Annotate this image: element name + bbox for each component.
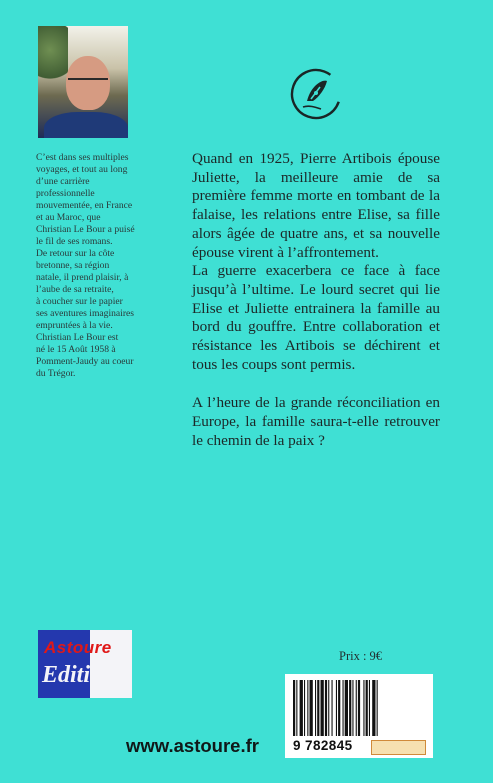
isbn-blank-field [371, 740, 426, 755]
bio-line: mouvementée, en France [36, 200, 133, 211]
publisher-logo [38, 630, 132, 698]
synopsis-paragraph: La guerre exacerbera ce face à face jusqu’à l’ultime. Le lourd secret qui lie Elise et Juliette entrainera la famille au bord du gouffre. Entre collaboration et résistance les Artibois se déchirent et tous les coups sont permis. [192, 262, 440, 373]
author-shirt [44, 112, 128, 138]
synopsis-paragraph: Quand en 1925, Pierre Artibois épouse Juliette, la meilleure amie de sa première femme morte en tombant de la falaise, les relations entre Elise, sa fille alors âgée de quatre ans, et sa nouvelle épouse virent à l’affrontement. [192, 150, 440, 261]
bio-line: le fil de ses romans. [36, 236, 113, 247]
synopsis-paragraph: A l’heure de la grande réconciliation en Europe, la famille saura-t-elle retrouver le chemin de la paix ? [192, 394, 440, 449]
price-label: Prix : 9€ [339, 649, 383, 663]
bio-line: d’une carrière [36, 176, 90, 187]
bio-line: C’est dans ses multiples [36, 152, 129, 163]
bio-line: Pomment-Jaudy au coeur [36, 356, 134, 367]
publisher-subtitle: Editi [42, 662, 91, 688]
book-synopsis [192, 150, 440, 451]
bio-line: et au Maroc, que [36, 212, 101, 223]
background-plant [38, 26, 68, 86]
author-bio [36, 152, 148, 380]
bio-line: Christian Le Bour est [36, 332, 119, 343]
bio-line: Christian Le Bour a puisé [36, 224, 135, 235]
publisher-website: www.astoure.fr [126, 735, 259, 756]
barcode [285, 674, 433, 758]
author-photo [38, 26, 128, 138]
barcode-bars [285, 674, 433, 738]
bio-line: ses aventures imaginaires [36, 308, 135, 319]
bio-line: né le 15 Août 1958 à [36, 344, 116, 355]
bio-line: empruntées à la vie. [36, 320, 113, 331]
bio-line: l’aube de sa retraite, [36, 284, 114, 295]
bio-line: à coucher sur le papier [36, 296, 123, 307]
bio-line: professionnelle [36, 188, 95, 199]
pen-nib-logo-icon [289, 67, 343, 121]
author-glasses [68, 78, 108, 88]
bio-line: bretonne, sa région [36, 260, 110, 271]
bio-line: voyages, et tout au long [36, 164, 128, 175]
publisher-name: Astoure [44, 638, 112, 657]
bio-line: natale, il prend plaisir, à [36, 272, 129, 283]
bio-line: De retour sur la côte [36, 248, 115, 259]
bio-line: du Trégor. [36, 368, 76, 379]
isbn-number: 9 782845 [293, 738, 353, 753]
